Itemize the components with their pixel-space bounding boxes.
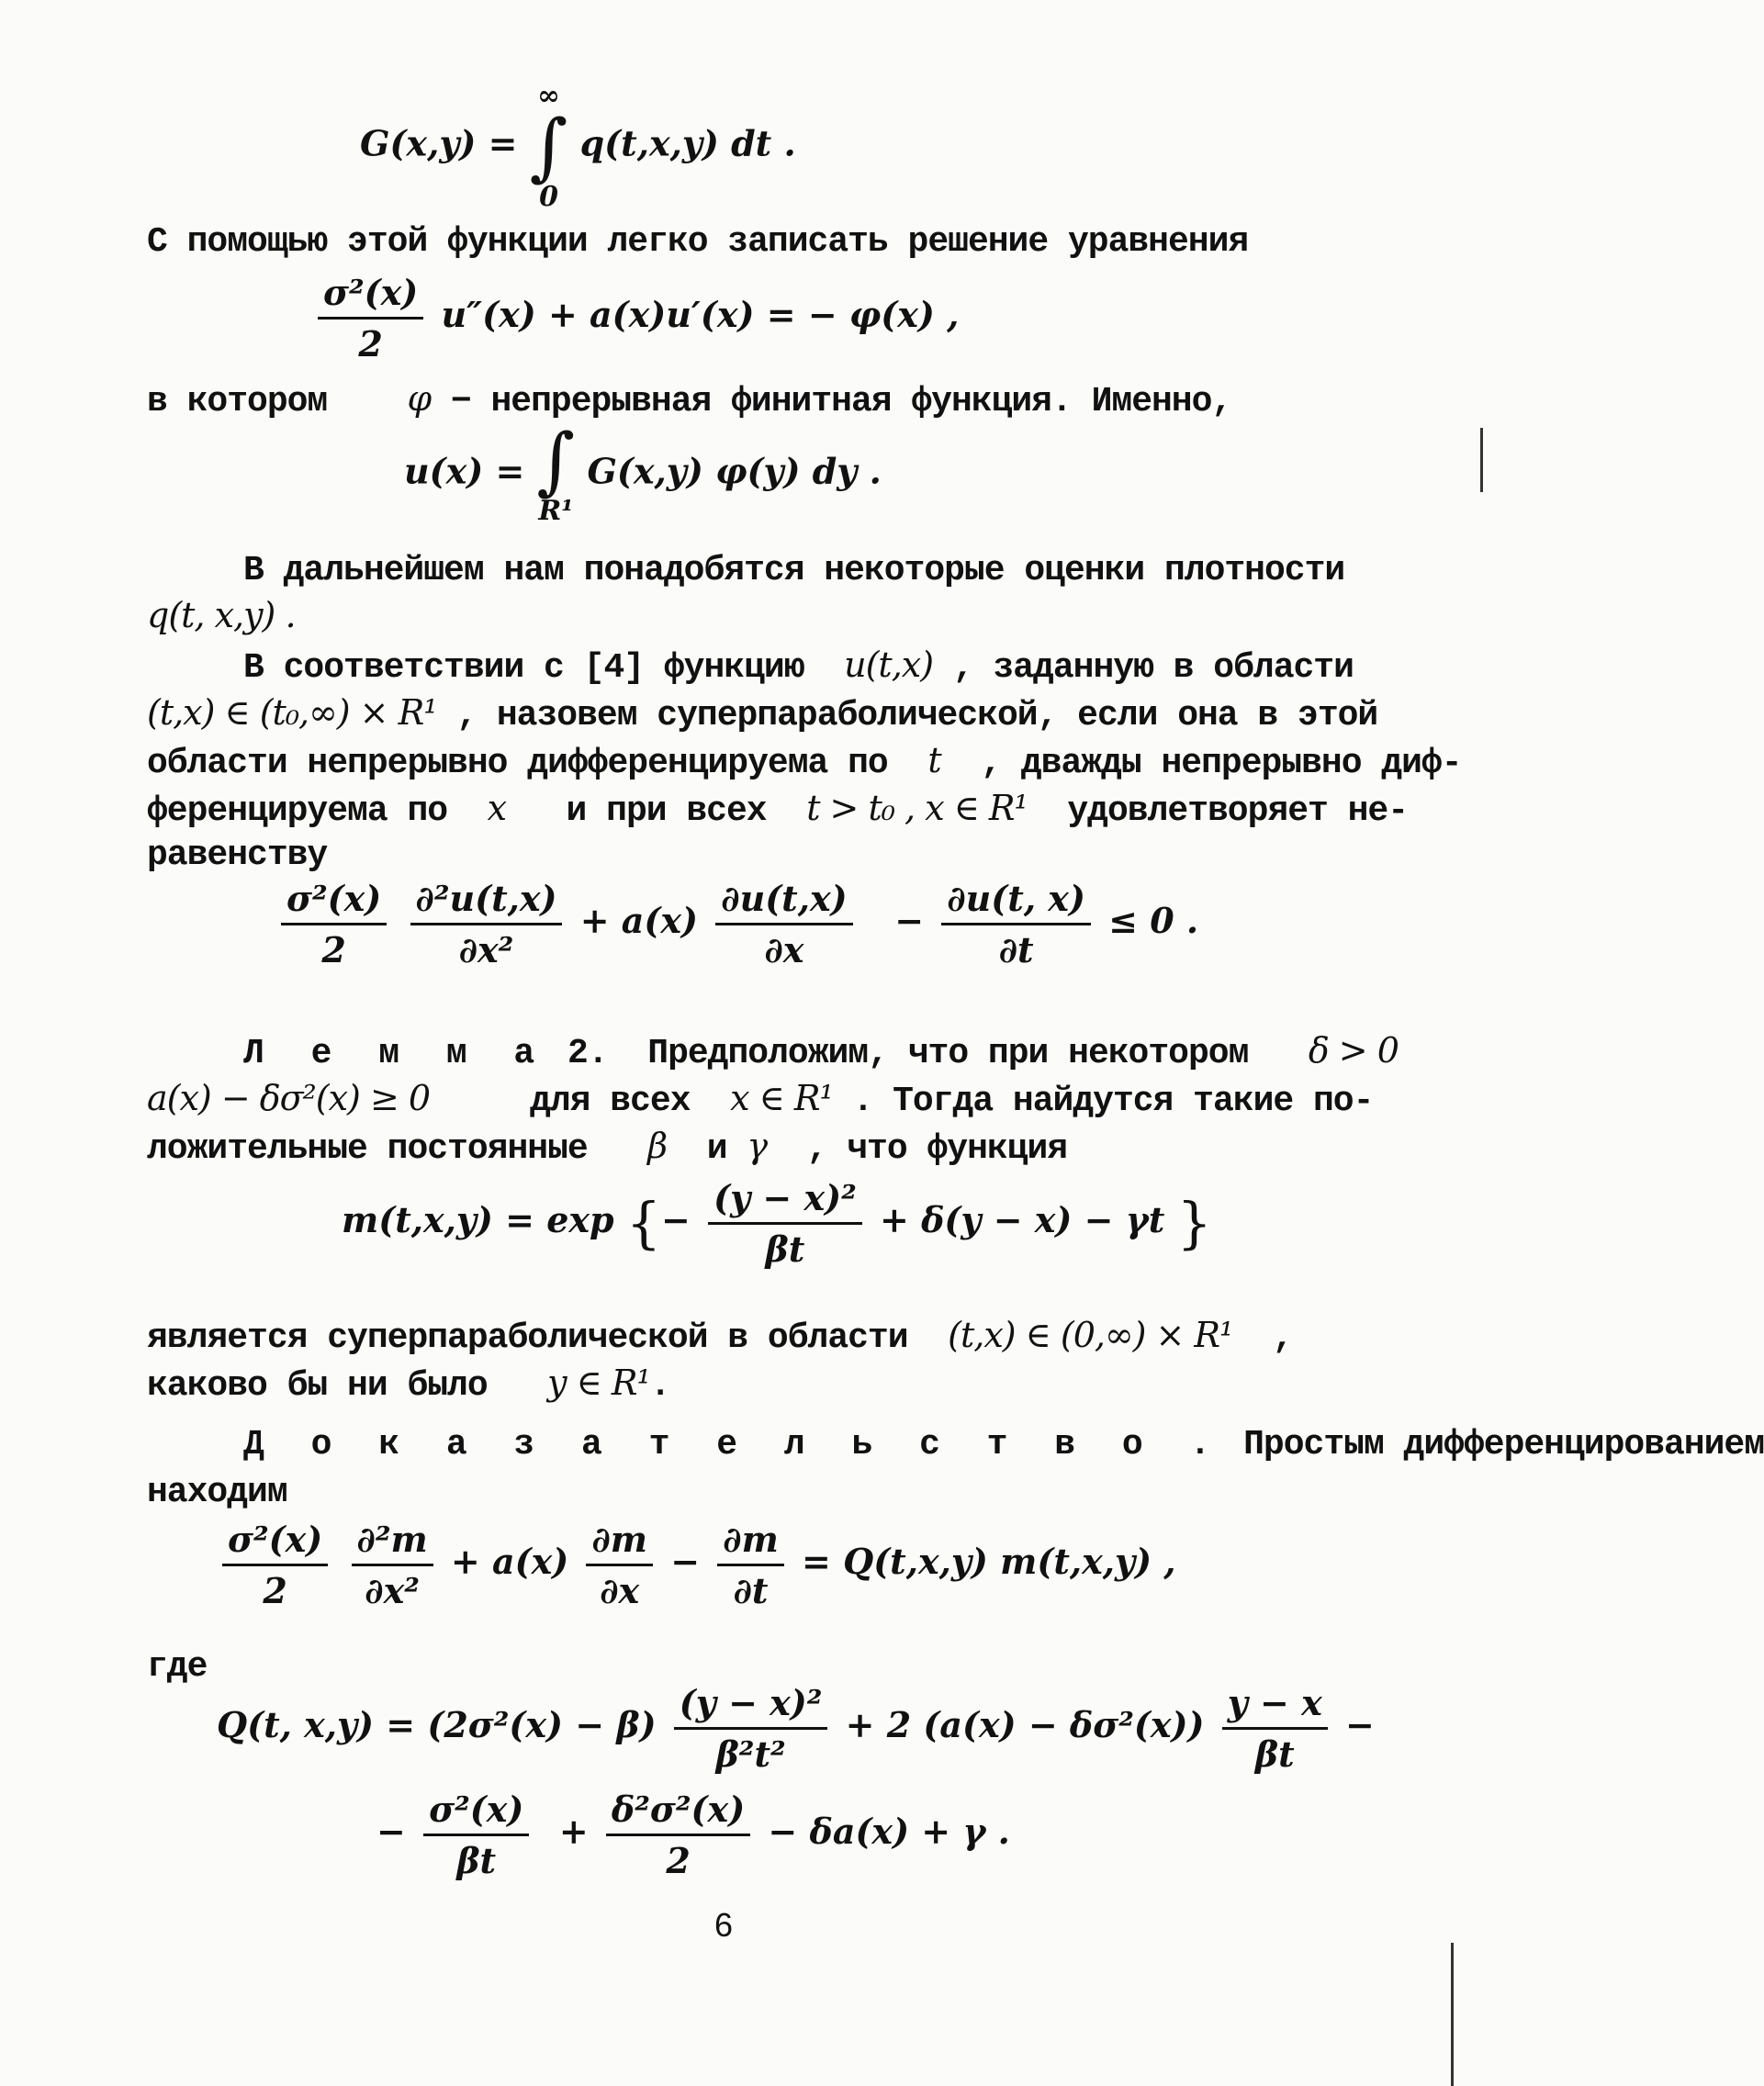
integral-sign: ∫ — [529, 104, 568, 189]
eq1-lhs: G(x,y) = — [360, 122, 518, 164]
integral — [529, 80, 568, 213]
paragraph-1-line-a: В дальнейшем нам понадобятся некоторые оценки плотности — [243, 551, 1345, 590]
scan-edge-mark — [1480, 428, 1483, 492]
proof-line-b: находим — [147, 1473, 287, 1512]
proof-line-a: Д о к а з а т е л ь с т в о . Простым дифференцированием — [243, 1425, 1764, 1464]
paragraph-1-line-b: q(t, x,y) . — [147, 595, 296, 635]
text-line-1: С помощью этой функции легко записать решение уравнения — [147, 222, 1249, 262]
equation-ode — [312, 272, 959, 364]
integral-lower-limit: R¹ — [538, 495, 574, 527]
equation-Q-line-2: − $\frac{\text{σ²(x)}}{\beta t}$ + $\frac{\text{δ²σ²(x)}}{2}$ − δa(x) + γ . — [376, 1789, 1010, 1881]
eq2-rest: u″(x) + a(x)u′(x) = − φ(x) , — [441, 294, 960, 335]
equation-m-function: m(t,x,y) = exp {− $\frac{\text{(y − x)²}}{\beta t}$ + δ(y − x) − γt } — [342, 1177, 1212, 1270]
fraction-sigma-over-2: $\frac{\text{σ²(x)}}{2}$ — [318, 272, 423, 364]
page-number: 6 — [714, 1906, 734, 1944]
lemma-end-line-a: является суперпараболической в области (t,x) ∈ (0,∞) × R¹ , — [147, 1315, 1293, 1358]
text-gde: где — [147, 1647, 208, 1687]
text-line-2: в котором φ − непрерывная финитная функция. Именно, — [147, 378, 1232, 421]
integral-upper-limit: ∞ — [537, 80, 561, 112]
proof-title: Д о к а з а т е л ь с т в о . — [243, 1425, 1224, 1464]
paragraph-2-line-a: В соответствии с [4] функцию u(t,x) , заданную в области — [243, 645, 1354, 688]
lemma-title: Л е м м а — [243, 1034, 548, 1073]
paragraph-2-line-b: (t,x) ∈ (t₀,∞) × R¹ , назовем суперпараболической, если она в этой — [147, 692, 1378, 735]
equation-operator-on-m: $\frac{\text{σ²(x)}}{2}$ $\frac{\text{∂²m}}{\text{∂x²}}$ + a(x) $\frac{\partial m}{\partial x}$ − $\frac{\partial m}{\partial t}$ = Q(t,x,y) m(t,x,y) , — [217, 1519, 1176, 1611]
lemma-line-a: Л е м м а 2. Предположим, что при некотором δ > 0 — [243, 1030, 1399, 1073]
paragraph-2-line-d: ференцируема по x и при всех t > t₀ , x ∈ R¹ удовлетворяет не- — [147, 788, 1409, 831]
paragraph-2-line-e: равенству — [147, 836, 328, 875]
integral-lower-limit: 0 — [539, 181, 558, 213]
equation-superparabolic-inequality: $\frac{\text{σ²(x)}}{2}$ $\frac{\text{∂²u(t,x)}}{\text{∂x²}}$ + a(x) $\frac{\partial u(t,x)}{\partial x}$ − $\frac{\partial u(t, x)}{\partial t}$ ≤ 0 . — [275, 878, 1198, 970]
paragraph-2-line-c: области непрерывно дифференцируема по t , дважды непрерывно диф- — [147, 740, 1462, 783]
equation-solution: u(x) = ∫ R¹ G(x,y) φ(y) dy . — [404, 418, 882, 527]
equation-Q-line-1: Q(t, x,y) = (2σ²(x) − β) $\frac{\text{(y − x)²}}{\text{β²t²}}$ + 2 (a(x) − δσ²(x)) $\frac{y - x}{\beta t}$ − — [217, 1682, 1375, 1775]
scan-edge-mark — [1451, 1943, 1454, 2086]
integral-sign: ∫ — [536, 418, 576, 503]
integral-over-r1 — [536, 418, 576, 527]
equation-green-function — [360, 80, 796, 213]
lemma-line-c: ложительные постоянные β и γ , что функция — [147, 1126, 1068, 1169]
eq1-body: q(t,x,y) dt . — [579, 122, 796, 164]
lemma-line-b: a(x) − δσ²(x) ≥ 0 для всех x ∈ R¹ . Тогда найдутся такие по- — [147, 1078, 1374, 1121]
lemma-end-line-b: каково бы ни было y ∈ R¹. — [147, 1363, 670, 1406]
